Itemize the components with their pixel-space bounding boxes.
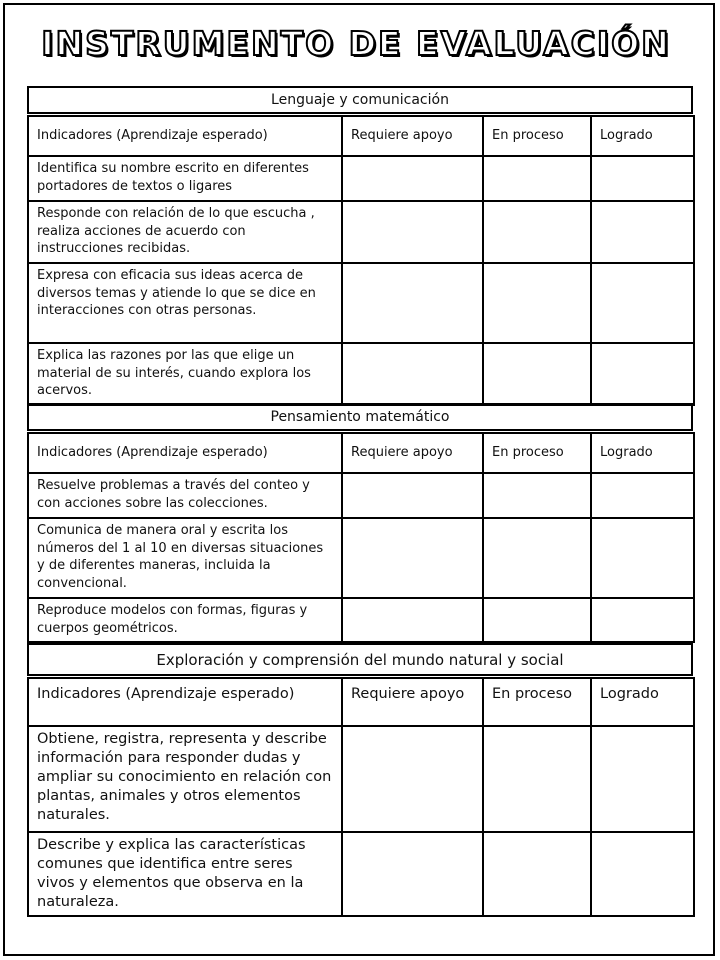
column-header-process: En proceso	[483, 678, 591, 726]
column-header-support: Requiere apoyo	[342, 433, 483, 473]
evaluation-table	[27, 432, 695, 643]
process-cell[interactable]	[483, 726, 591, 832]
section-lenguaje	[27, 86, 693, 406]
indicator-text: Resuelve problemas a través del conteo y con acciones sobre las colecciones.	[28, 473, 342, 518]
achieved-cell[interactable]	[591, 518, 694, 598]
column-header-indicators: Indicadores (Aprendizaje esperado)	[28, 433, 342, 473]
section-title: Lenguaje y comunicación	[27, 86, 693, 114]
process-cell[interactable]	[483, 156, 591, 201]
support-cell[interactable]	[342, 832, 483, 916]
achieved-cell[interactable]	[591, 263, 694, 343]
indicator-text: Responde con relación de lo que escucha , realiza acciones de acuerdo con instrucciones recibidas.	[28, 201, 342, 263]
support-cell[interactable]	[342, 726, 483, 832]
column-header-achieved: Logrado	[591, 116, 694, 156]
page-title: INSTRUMENTO DE EVALUACIÓN	[41, 24, 671, 63]
process-cell[interactable]	[483, 598, 591, 642]
table-row	[28, 263, 694, 343]
indicator-text: Describe y explica las características comunes que identifica entre seres vivos y elementos que observa en la naturaleza.	[28, 832, 342, 916]
process-cell[interactable]	[483, 832, 591, 916]
support-cell[interactable]	[342, 343, 483, 405]
table-row	[28, 518, 694, 598]
table-row	[28, 473, 694, 518]
process-cell[interactable]	[483, 343, 591, 405]
indicator-text: Comunica de manera oral y escrita los números del 1 al 10 en diversas situaciones y de diferentes maneras, incluida la convencional.	[28, 518, 342, 598]
table-row	[28, 598, 694, 642]
column-header-process: En proceso	[483, 116, 591, 156]
table-row	[28, 156, 694, 201]
column-header-achieved: Logrado	[591, 678, 694, 726]
support-cell[interactable]	[342, 518, 483, 598]
achieved-cell[interactable]	[591, 201, 694, 263]
achieved-cell[interactable]	[591, 156, 694, 201]
process-cell[interactable]	[483, 473, 591, 518]
support-cell[interactable]	[342, 156, 483, 201]
indicator-text: Expresa con eficacia sus ideas acerca de diversos temas y atiende lo que se dice en interacciones con otras personas.	[28, 263, 342, 343]
process-cell[interactable]	[483, 263, 591, 343]
indicator-text: Reproduce modelos con formas, figuras y cuerpos geométricos.	[28, 598, 342, 642]
indicator-text: Explica las razones por las que elige un material de su interés, cuando explora los acervos.	[28, 343, 342, 405]
section-pensamiento	[27, 403, 693, 643]
column-header-support: Requiere apoyo	[342, 116, 483, 156]
evaluation-table	[27, 677, 695, 917]
header-row	[28, 678, 694, 726]
section-title: Exploración y comprensión del mundo natural y social	[27, 643, 693, 676]
column-header-indicators: Indicadores (Aprendizaje esperado)	[28, 678, 342, 726]
support-cell[interactable]	[342, 598, 483, 642]
process-cell[interactable]	[483, 201, 591, 263]
achieved-cell[interactable]	[591, 473, 694, 518]
indicator-text: Obtiene, registra, representa y describe información para responder dudas y ampliar su conocimiento en relación con plantas, animales y otros elementos naturales.	[28, 726, 342, 832]
achieved-cell[interactable]	[591, 343, 694, 405]
section-exploracion	[27, 643, 693, 917]
table-row	[28, 832, 694, 916]
column-header-indicators: Indicadores (Aprendizaje esperado)	[28, 116, 342, 156]
section-title: Pensamiento matemático	[27, 403, 693, 431]
achieved-cell[interactable]	[591, 832, 694, 916]
column-header-support: Requiere apoyo	[342, 678, 483, 726]
support-cell[interactable]	[342, 201, 483, 263]
achieved-cell[interactable]	[591, 726, 694, 832]
table-row	[28, 343, 694, 405]
table-row	[28, 201, 694, 263]
header-row	[28, 433, 694, 473]
evaluation-table	[27, 115, 695, 406]
support-cell[interactable]	[342, 263, 483, 343]
column-header-process: En proceso	[483, 433, 591, 473]
table-row	[28, 726, 694, 832]
process-cell[interactable]	[483, 518, 591, 598]
indicator-text: Identifica su nombre escrito en diferentes portadores de textos o ligares	[28, 156, 342, 201]
support-cell[interactable]	[342, 473, 483, 518]
header-row	[28, 116, 694, 156]
achieved-cell[interactable]	[591, 598, 694, 642]
column-header-achieved: Logrado	[591, 433, 694, 473]
